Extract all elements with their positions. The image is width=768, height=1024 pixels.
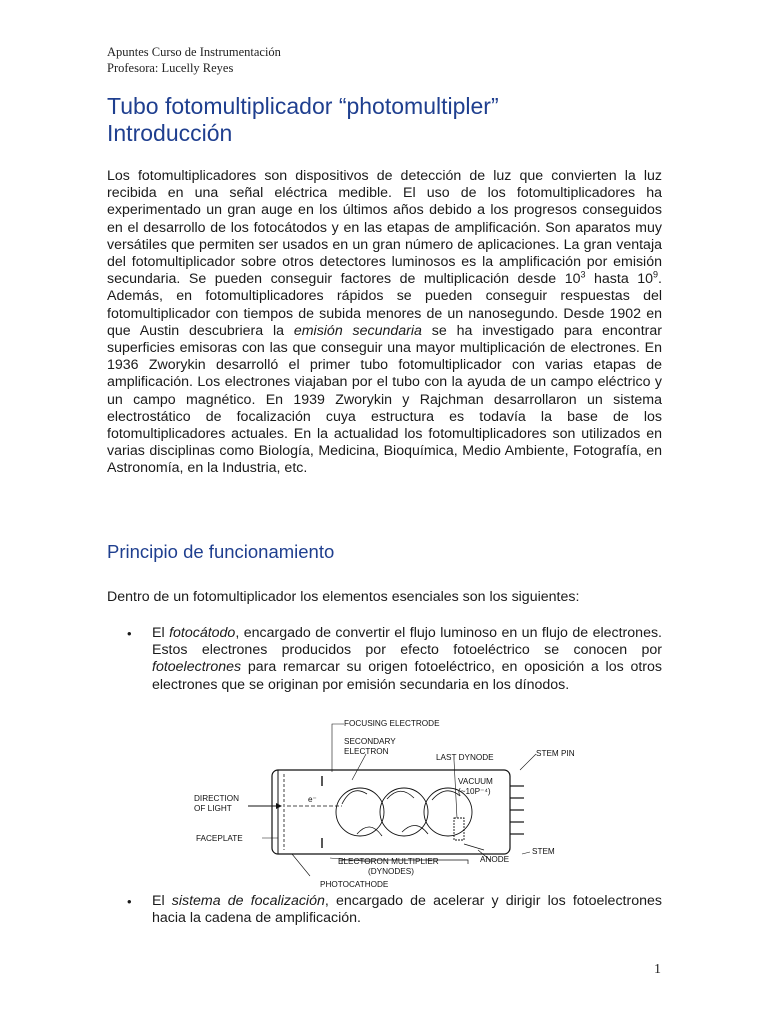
intro-emphasis: emisión secundaria (293, 322, 422, 339)
label-stem: STEM (532, 847, 555, 856)
section-lead: Dentro de un fotomultiplicador los elementos esenciales son los siguientes: (107, 589, 580, 605)
last-dynode-shape (454, 818, 464, 840)
intro-text-2: hasta 10 (585, 271, 654, 288)
header-course: Apuntes Curso de Instrumentación (107, 45, 281, 59)
header-professor: Profesora: Lucelly Reyes (107, 61, 234, 75)
bullet-text-post: , encargado de acelerar y dirigir los fotoelectrones hacia la cadena de amplificación. (152, 893, 662, 927)
label-last-dynode: LAST DYNODE (436, 753, 494, 762)
label-anode: ANODE (480, 855, 510, 864)
label-faceplate: FACEPLATE (196, 834, 243, 843)
title-line-2: Introducción (107, 120, 233, 146)
page-number: 1 (654, 962, 661, 977)
label-electron: e⁻ (308, 795, 317, 804)
leader-lines (262, 724, 536, 876)
light-arrow-head (276, 803, 282, 809)
bullet-emphasis: fotocátodo (169, 625, 236, 641)
label-vacuum-1: VACUUM (458, 777, 493, 786)
bullet-text-pre: El (152, 893, 172, 909)
label-direction-of-light-2: OF LIGHT (194, 804, 232, 813)
page-title (107, 93, 707, 147)
section-heading: Principio de funcionamiento (107, 541, 335, 562)
label-focusing-electrode: FOCUSING ELECTRODE (344, 719, 440, 728)
dynode-curves (342, 791, 460, 836)
photomultiplier-diagram (192, 714, 592, 892)
bullet-marker: • (127, 894, 132, 909)
bullet-text-pre: El (152, 625, 170, 641)
label-secondary-electron-2: ELECTRON (344, 747, 389, 756)
label-vacuum-2: (~10P⁻⁴) (458, 787, 491, 796)
label-secondary-electron-1: SECONDARY (344, 737, 396, 746)
label-stem-pin: STEM PIN (536, 749, 575, 758)
title-line-1: Tubo fotomultiplicador “photomultipler” (107, 93, 499, 119)
bullet-text-post: para remarcar su origen fotoeléctrico, en oposición a los otros electrones que se originan por emisión secundaria en los dínodos. (152, 659, 662, 693)
bullet-emphasis: sistema de focalización (171, 893, 325, 909)
bullet-emphasis-2: fotoelectrones (152, 659, 242, 676)
intro-text-3: . Además, en fotomultiplicadores rápidos se pueden conseguir respuestas del fotomultiplicador con tiempos de subida menores de un nanosegundo. Desde 1902 en que Austin descubriera la (107, 271, 662, 339)
label-electron-multiplier: ELECTORON MULTIPLIER (338, 857, 439, 866)
bullet-text (152, 893, 662, 927)
label-direction-of-light-1: DIRECTION (194, 794, 240, 803)
intro-exponent-1: 3 (580, 269, 586, 280)
label-photocathode: PHOTOCATHODE (320, 880, 389, 889)
intro-paragraph (107, 168, 662, 478)
intro-text-1: Los fotomultiplicadores son dispositivos de detección de luz que convierten la luz recibida en una señal eléctrica medible. El uso de los fotomultiplicadores ha experimentado un gran auge en los últimos años debido a los progresos conseguidos en el desarrollo de los fotocátodos y en las etapas de amplificación. Son aparatos muy versátiles que permiten ser usados en un gran número de aplicaciones. La gran ventaja del fotomultiplicador sobre otros detectores luminosos es la amplificación por emisión secundaria. Se pueden conseguir factores de multiplicación desde 10 (107, 168, 662, 288)
anode-line (464, 844, 484, 850)
dynode-chamber-1 (336, 788, 384, 836)
dynode-chamber-2 (380, 788, 428, 836)
intro-exponent-2: 9 (653, 269, 659, 280)
intro-text-4: se ha investigado para encontrar superficies emisoras con las que conseguir una mayor multiplicación de electrones. En 1936 Zworykin desarrolló el primer tubo fotomultiplicador con varias etapas de amplificación. Los electrones viajaban por el tubo con la ayuda de un campo eléctrico y un campo magnético. En 1939 Zworykin y Rajchman desarrollaron un sistema electrostático de focalización cuya estructura es todavía la base de los fotomultiplicadores actuales. En la actualidad los fotomultiplicadores son utilizados en varias disciplinas como Biología, Medicina, Bioquímica, Medio Ambiente, Fotografía, en Astronomía, en la Industria, etc. (107, 322, 662, 477)
label-dynodes: (DYNODES) (368, 867, 414, 876)
bullet-text-mid: , encargado de convertir el flujo luminoso en un flujo de electrones. Estos electrones producidos por efecto fotoeléctrico se conocen por (152, 625, 662, 659)
bullet-marker: • (127, 626, 132, 641)
bullet-text (152, 625, 662, 694)
stem-pins (510, 786, 524, 834)
page-header (107, 44, 281, 76)
